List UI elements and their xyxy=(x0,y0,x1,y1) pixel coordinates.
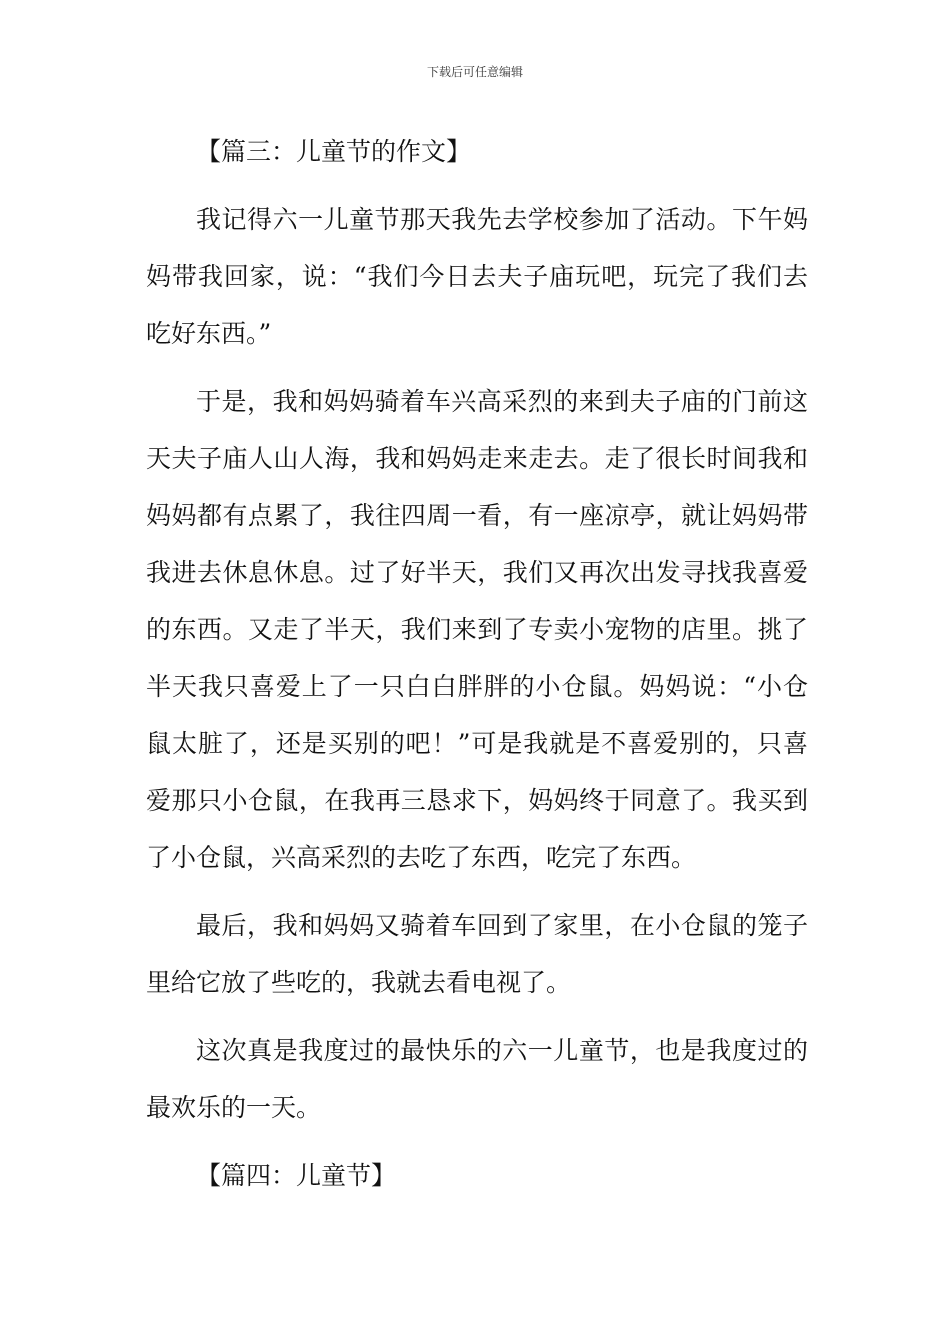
document-body xyxy=(146,123,808,1204)
section-heading-3: 【篇三：儿童节的作文】 xyxy=(196,137,472,166)
paragraph-1: 我记得六一儿童节那天我先去学校参加了活动。下午妈妈带我回家，说：“我们今日去夫子庙玩吧，玩完了我们去吃好东西。” xyxy=(146,205,808,348)
page-header-note: 下载后可任意编辑 xyxy=(426,65,523,79)
paragraph-4: 这次真是我度过的最快乐的六一儿童节，也是我度过的最欢乐的一天。 xyxy=(146,1036,808,1122)
paragraph-2: 于是，我和妈妈骑着车兴高采烈的来到夫子庙的门前这天夫子庙人山人海，我和妈妈走来走去。走了很长时间我和妈妈都有点累了，我往四周一看，有一座凉亭，就让妈妈带我进去休息休息。过了好半天，我们又再次出发寻找我喜爱的东西。又走了半天，我们来到了专卖小宠物的店里。挑了半天我只喜爱上了一只白白胖胖的小仓鼠。妈妈说：“小仓鼠太脏了，还是买别的吧！”可是我就是不喜爱别的，只喜爱那只小仓鼠，在我再三恳求下，妈妈终于同意了。我买到了小仓鼠，兴高采烈的去吃了东西，吃完了东西。 xyxy=(146,387,808,872)
paragraph-3: 最后，我和妈妈又骑着车回到了家里，在小仓鼠的笼子里给它放了些吃的，我就去看电视了。 xyxy=(146,911,808,997)
paragraph-spacer xyxy=(146,180,808,191)
paragraph-spacer xyxy=(146,886,808,897)
paragraph-spacer xyxy=(146,362,808,373)
section-heading-4: 【篇四：儿童节】 xyxy=(196,1161,397,1190)
paragraph-spacer xyxy=(146,1011,808,1022)
paragraph-spacer xyxy=(146,1136,808,1147)
